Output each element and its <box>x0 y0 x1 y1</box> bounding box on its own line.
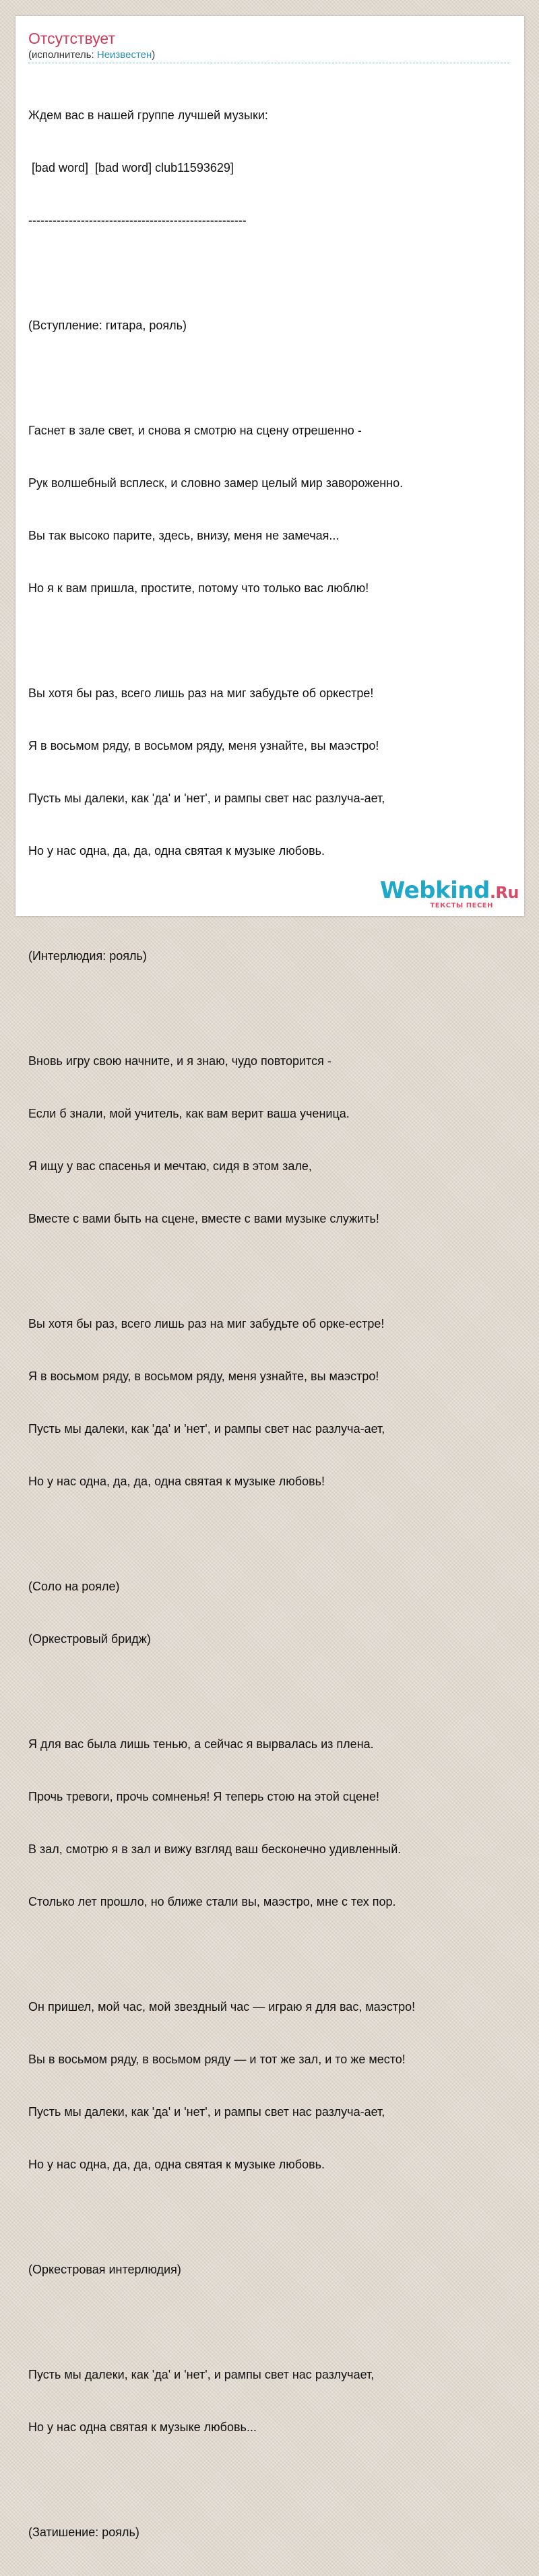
lyric-line <box>28 1262 517 1280</box>
lyric-line: Гаснет в зале свет, и снова я смотрю на сцену отрешенно - <box>28 424 362 437</box>
lyric-line: (Затишение: рояль) <box>28 2525 139 2539</box>
lyric-line: Я для вас была лишь тенью, а сейчас я вырвалась из плена. <box>28 1737 374 1751</box>
lyric-line: (Оркестровая интерлюдия) <box>28 2263 181 2276</box>
lyric-line: Пусть мы далеки, как 'да' и 'нет', и рампы свет нас разлуча-ает, <box>28 792 385 805</box>
lyrics-body <box>28 71 517 2576</box>
artist-link[interactable]: Неизвестен <box>96 49 152 61</box>
lyric-line: Я ищу у вас спасенья и мечтаю, сидя в этом зале, <box>28 1159 312 1173</box>
artist-line <box>28 49 155 62</box>
lyric-line: Но у нас одна святая к музыке любовь... <box>28 2420 257 2434</box>
lyric-line: (Вступление: гитара, рояль) <box>28 319 187 332</box>
lyric-line <box>28 1945 517 1963</box>
webkind-logo <box>380 878 519 905</box>
lyric-line: Но у нас одна, да, да, одна святая к музыке любовь. <box>28 844 325 858</box>
lyric-line: Рук волшебный всплеск, и словно замер целый мир завороженно. <box>28 476 404 490</box>
lyric-line <box>28 1683 517 1700</box>
lyric-line: Ждем вас в нашей группе лучшей музыки: <box>28 108 268 122</box>
lyric-line: (Интерлюдия: рояль) <box>28 949 147 963</box>
lyric-line: Пусть мы далеки, как 'да' и 'нет', и рампы свет нас разлуча-ает, <box>28 2105 385 2119</box>
lyric-line: (Оркестровый бридж) <box>28 1632 151 1646</box>
lyric-line: ------------------------------------------------------ <box>28 214 247 227</box>
lyric-line: Если б знали, мой учитель, как вам верит ваша ученица. <box>28 1107 350 1120</box>
lyric-line: Вместе с вами быть на сцене, вместе с вами музыке служить! <box>28 1212 379 1225</box>
lyric-line: Пусть мы далеки, как 'да' и 'нет', и рампы свет нас разлуча-ает, <box>28 1422 385 1436</box>
lyric-line <box>28 264 517 282</box>
logo-tagline: ТЕКСТЫ ПЕСЕН <box>430 902 493 909</box>
lyric-line: Но я к вам пришла, простите, потому что только вас люблю! <box>28 581 369 595</box>
lyric-line: Вновь игру свою начните, и я знаю, чудо повторится - <box>28 1054 331 1068</box>
lyric-line: Пусть мы далеки, как 'да' и 'нет', и рампы свет нас разлучает, <box>28 2368 375 2381</box>
lyric-line <box>28 2313 517 2331</box>
logo-tld-text: .Ru <box>489 883 519 902</box>
lyric-line: Я в восьмом ряду, в восьмом ряду, меня узнайте, вы маэстро! <box>28 739 379 752</box>
lyric-line <box>28 2208 517 2226</box>
song-title: Отсутствует <box>28 30 115 47</box>
artist-suffix: ) <box>152 49 156 61</box>
lyric-line: Вы хотя бы раз, всего лишь раз на миг забудьте об орке-естре! <box>28 1317 385 1330</box>
lyric-line: (Соло на рояле) <box>28 1580 120 1593</box>
lyric-line <box>28 1000 517 1017</box>
lyric-line: Но у нас одна, да, да, одна святая к музыке любовь! <box>28 1475 325 1488</box>
lyric-line: [bad word] [bad word] club11593629] <box>28 161 234 174</box>
lyric-line <box>28 632 517 649</box>
site-watermark <box>380 878 519 909</box>
lyric-line: Вы в восьмом ряду, в восьмом ряду — и тот же зал, и то же место! <box>28 2053 406 2066</box>
logo-main-text: Webkind <box>379 877 490 904</box>
lyric-line: Вы хотя бы раз, всего лишь раз на миг забудьте об оркестре! <box>28 686 374 700</box>
lyric-line: Вы так высоко парите, здесь, внизу, меня не замечая... <box>28 529 340 542</box>
lyric-line <box>28 1525 517 1543</box>
lyric-line: Он пришел, мой час, мой звездный час — играю я для вас, маэстро! <box>28 2000 416 2014</box>
lyrics-card <box>15 16 524 2539</box>
lyric-line: Прочь тревоги, прочь сомненья! Я теперь стою на этой сцене! <box>28 1790 379 1803</box>
lyric-line: В зал, смотрю я в зал и вижу взгляд ваш бесконечно удивленный. <box>28 1842 402 1856</box>
lyric-line <box>28 2471 517 2488</box>
lyric-line: Но у нас одна, да, да, одна святая к музыке любовь. <box>28 2158 325 2171</box>
lyric-line: Столько лет прошло, но ближе стали вы, маэстро, мне с тех пор. <box>28 1895 396 1908</box>
lyric-line <box>28 369 517 387</box>
lyric-line: Я в восьмом ряду, в восьмом ряду, меня узнайте, вы маэстро! <box>28 1370 379 1383</box>
artist-prefix: (исполнитель: <box>28 49 97 61</box>
